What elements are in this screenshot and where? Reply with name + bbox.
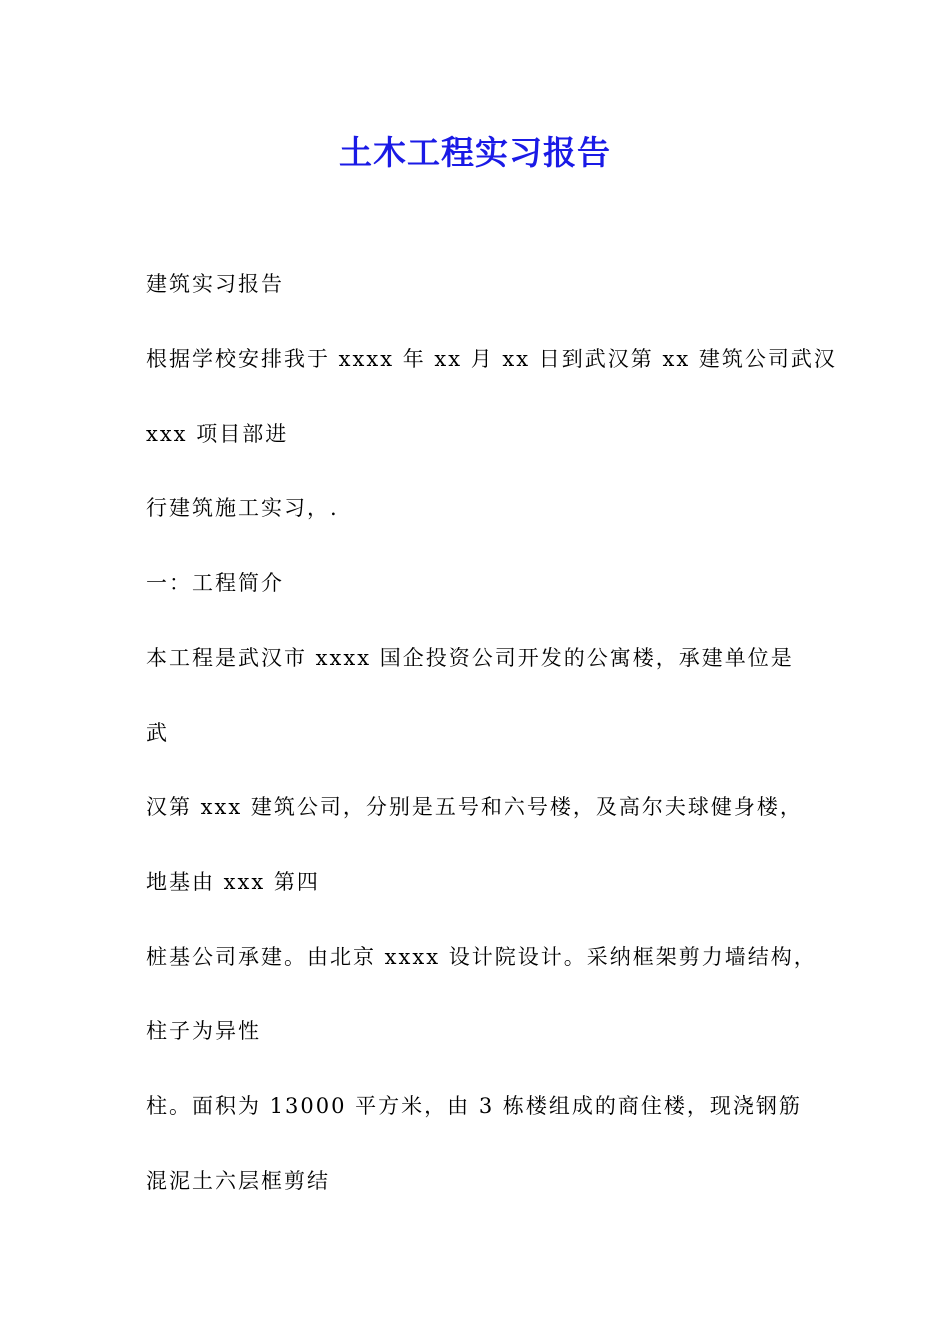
paragraph-line: 地基由 xxx 第四 [146,870,320,894]
paragraph-line: 建筑实习报告 [146,272,284,296]
section-heading: 一：工程简介 [146,571,284,595]
paragraph-line: 柱子为异性 [146,1019,261,1043]
paragraph-line: 混泥土六层框剪结 [146,1169,330,1193]
document-title: 土木工程实习报告 [339,133,611,172]
paragraph-line: 柱。面积为 13000 平方米，由 3 栋楼组成的商住楼，现浇钢筋 [146,1094,802,1118]
paragraph-line: 武 [146,721,169,745]
paragraph-line: 行建筑施工实习，. [146,496,339,520]
paragraph-line: 汉第 xxx 建筑公司，分别是五号和六号楼，及高尔夫球健身楼， [146,795,803,819]
paragraph-line: 桩基公司承建。由北京 xxxx 设计院设计。采纳框架剪力墙结构， [146,945,817,969]
paragraph-line: 本工程是武汉市 xxxx 国企投资公司开发的公寓楼，承建单位是 [146,646,794,670]
paragraph-line: xxx 项目部进 [146,422,289,446]
paragraph-line: 根据学校安排我于 xxxx 年 xx 月 xx 日到武汉第 xx 建筑公司武汉 [146,347,837,371]
